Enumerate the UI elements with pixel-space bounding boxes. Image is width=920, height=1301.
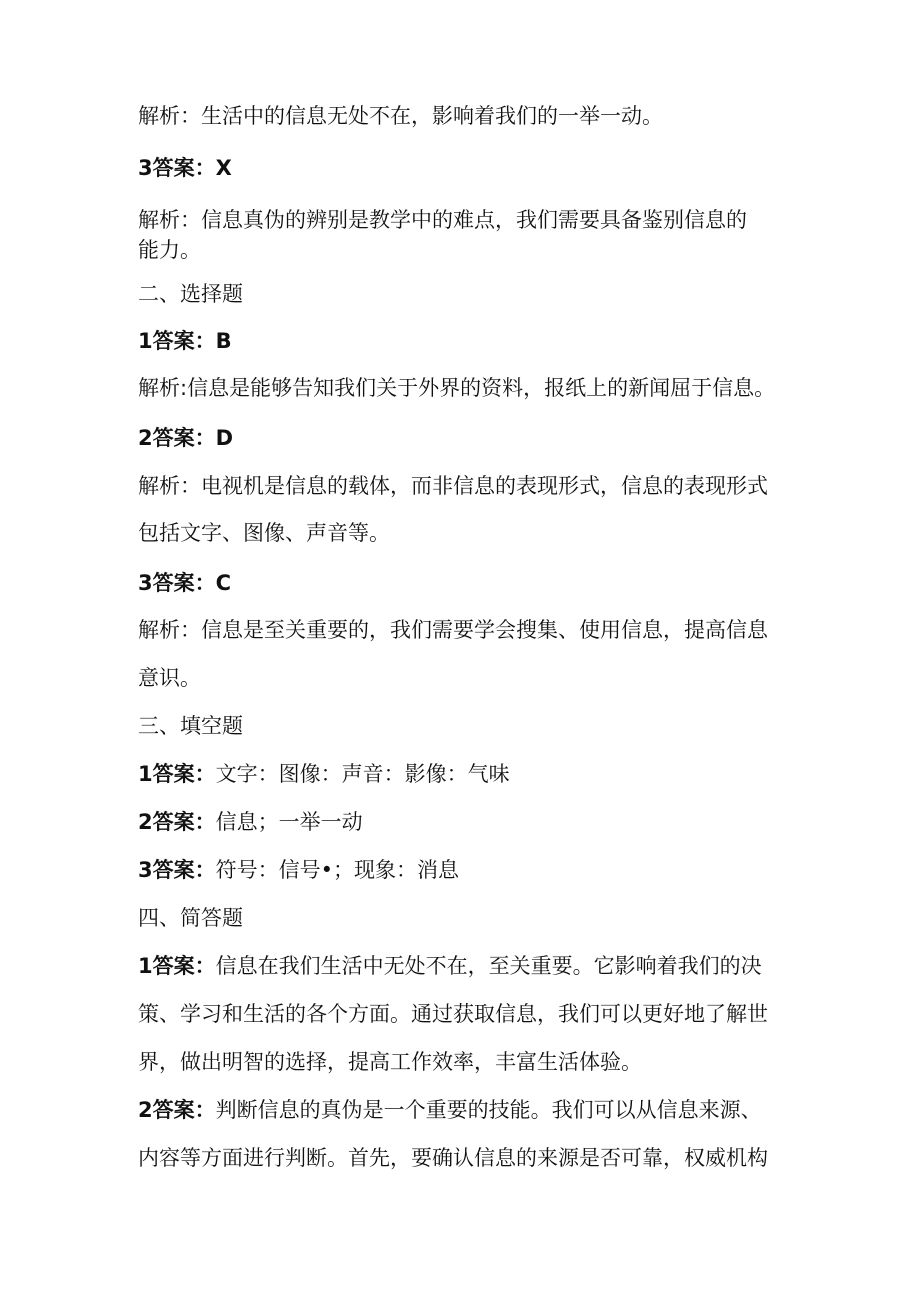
answer-line-continued: 界，做出明智的选择，提高工作效率，丰富生活体验。 bbox=[138, 1050, 642, 1074]
analysis-line: 解析：信息是至关重要的，我们需要学会搜集、使用信息，提高信息 bbox=[138, 618, 768, 642]
answer-line: 2答案：信息；一举一动 bbox=[138, 810, 363, 834]
answer-line-continued: 策、学习和生活的各个方面。通过获取信息，我们可以更好地了解世 bbox=[138, 1002, 768, 1026]
answer-line: 1答案：信息在我们生活中无处不在，至关重要。它影响着我们的决 bbox=[138, 954, 762, 978]
analysis-line: 解析：电视机是信息的载体，而非信息的表现形式，信息的表现形式 bbox=[138, 474, 768, 498]
section-heading: 三、填空题 bbox=[138, 714, 243, 738]
answer-line: 3答案：符号：信号•；现象：消息 bbox=[138, 858, 460, 882]
analysis-line: 解析:信息是能够告知我们关于外界的资料，报纸上的新闻屈于信息。 bbox=[138, 376, 776, 400]
analysis-line-continued: 意识。 bbox=[138, 666, 201, 690]
answer-line: 1答案：B bbox=[138, 329, 232, 353]
analysis-line: 解析：信息真伪的辨别是教学中的难点，我们需要具备鉴别信息的 bbox=[138, 208, 747, 232]
analysis-line: 解析：生活中的信息无处不在，影响着我们的一举一动。 bbox=[138, 104, 663, 128]
answer-line: 2答案：D bbox=[138, 426, 234, 450]
analysis-line-continued: 能力。 bbox=[138, 238, 201, 262]
answer-line: 3答案：X bbox=[138, 156, 232, 180]
answer-line: 3答案：C bbox=[138, 571, 232, 595]
answer-line: 1答案：文字：图像：声音：影像：气味 bbox=[138, 762, 510, 786]
section-heading: 四、简答题 bbox=[138, 906, 243, 930]
analysis-line-continued: 包括文字、图像、声音等。 bbox=[138, 521, 390, 545]
section-heading: 二、选择题 bbox=[138, 282, 243, 306]
answer-line-continued: 内容等方面进行判断。首先，要确认信息的来源是否可靠，权威机构 bbox=[138, 1146, 768, 1170]
answer-line: 2答案：判断信息的真伪是一个重要的技能。我们可以从信息来源、 bbox=[138, 1098, 762, 1122]
